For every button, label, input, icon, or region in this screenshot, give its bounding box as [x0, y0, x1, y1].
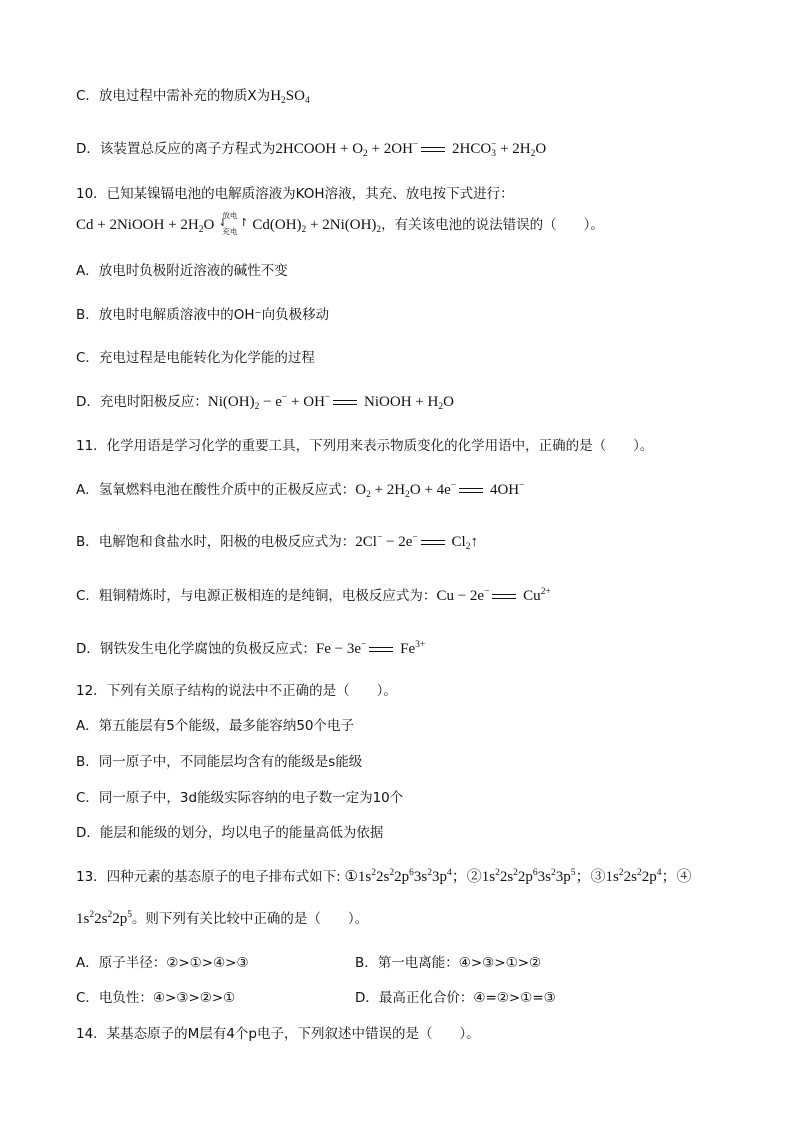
option-c12 — [76, 788, 403, 808]
option-text: C．充电过程是电能转化为化学能的过程 — [76, 350, 315, 366]
question-text: ，有关该电池的说法错误的（ ）。 — [381, 217, 604, 233]
formula: $O_2 + 2H_2O + 4e^-$ 4OH− — [355, 481, 525, 500]
formula: 2Cl− − 2e− $Cl_2↑$ — [355, 533, 478, 552]
option-text: B．第一电离能：④>③>①>② — [355, 955, 542, 971]
question-11-stem — [76, 436, 653, 456]
option-text: C．粗铜精炼时，与电源正极相连的是纯铜，电极反应式为： — [76, 588, 437, 604]
option-b13 — [355, 953, 541, 973]
option-d9 — [76, 139, 546, 159]
reversible-arrow: ⇃ 放电 充电 ↾ — [218, 211, 249, 236]
option-text: C．同一原子中，3d能级实际容纳的电子数一定为10个 — [76, 790, 404, 806]
question-10-stem — [76, 184, 514, 204]
option-text: B．同一原子中，不同能层均含有的能级是s能级 — [76, 754, 363, 770]
question-text: 14．某基态原子的M层有4个p电子，下列叙述中错误的是（ ）。 — [76, 1026, 480, 1042]
option-text: A．放电时负极附近溶液的碱性不变 — [76, 263, 288, 279]
option-b11 — [76, 532, 478, 552]
option-text: A．氢氧燃料电池在酸性介质中的正极反应式： — [76, 482, 356, 498]
option-d10 — [76, 392, 454, 412]
question-13-stem-cont — [76, 909, 368, 929]
question-14-stem — [76, 1024, 480, 1044]
question-text: 12．下列有关原子结构的说法中不正确的是（ ）。 — [76, 683, 397, 699]
option-text: D．钢铁发生电化学腐蚀的负极反应式： — [76, 641, 316, 657]
option-text: B．电解饱和食盐水时，阳极的电极反应式为： — [76, 534, 356, 550]
formula: Fe − 3e− $Fe^{3+}$ — [315, 640, 426, 657]
question-text: 。则下列有关比较中正确的是（ ）。 — [131, 911, 369, 927]
question-text: 11．化学用语是学习化学的重要工具，下列用来表示物质变化的化学用语中，正确的是（ ）。 — [76, 438, 654, 454]
option-d12 — [76, 823, 383, 843]
option-b12 — [76, 752, 362, 772]
formula: $①1s^22s^22p^63s^23p^4$；$②1s^22s^22p^63s^23p^5$；$③1s^22s^22p^4$；④ — [340, 868, 692, 885]
question-13-stem — [76, 867, 691, 887]
question-12-stem — [76, 681, 397, 701]
question-10-equation — [76, 212, 604, 238]
option-a11 — [76, 480, 524, 500]
option-c9 — [76, 86, 310, 106]
option-text: C．放电过程中需补充的物质X为 — [76, 88, 271, 104]
option-d11 — [76, 639, 425, 659]
question-text: 10．已知某镍镉电池的电解质溶液为KOH溶液，其充、放电按下式进行： — [76, 186, 514, 202]
option-c11 — [76, 586, 551, 606]
formula: $H_2SO_4$ — [270, 88, 310, 106]
option-text: C．电负性：④>③>②>① — [76, 990, 236, 1006]
option-c13 — [76, 988, 235, 1008]
option-d13 — [355, 988, 556, 1008]
formula: $Cd(OH)_2 + 2Ni(OH)_2$ — [252, 217, 382, 235]
option-b10 — [76, 305, 329, 325]
formula: 2HCOOH + $O_2 + 2OH^-$ $2HCO_3^- + 2H_2O$ — [275, 140, 547, 159]
option-text: A．第五能层有5个能级，最多能容纳50个电子 — [76, 718, 355, 734]
formula: $1s^22s^22p^5$ — [76, 910, 132, 927]
option-c10 — [76, 348, 315, 368]
arrow-label-top: 放电 — [222, 211, 238, 220]
formula: Cd + 2NiOOH + $2H_2O$ — [76, 217, 215, 235]
option-a12 — [76, 716, 354, 736]
option-text: D．充电时阳极反应： — [76, 394, 208, 410]
option-text: D．能层和能级的划分，均以电子的能量高低为依据 — [76, 825, 384, 841]
option-text: A．原子半径：②>①>④>③ — [76, 955, 249, 971]
option-text: D．最高正化合价：④=②>①=③ — [355, 990, 556, 1006]
formula: Cu − 2e− $Cu^{2+}$ — [436, 587, 551, 604]
formula: $Ni(OH)_2 - e^- + OH^-$ NiOOH + $H_2O$ — [207, 393, 454, 412]
option-a13 — [76, 953, 249, 973]
option-text: D．该装置总反应的离子方程式为 — [76, 141, 276, 157]
question-text: 13．四种元素的基态原子的电子排布式如下: — [76, 869, 341, 885]
option-text: B．放电时电解质溶液中的OH⁻向负极移动 — [76, 307, 330, 323]
arrow-label-bottom: 充电 — [222, 227, 238, 236]
option-a10 — [76, 261, 288, 281]
